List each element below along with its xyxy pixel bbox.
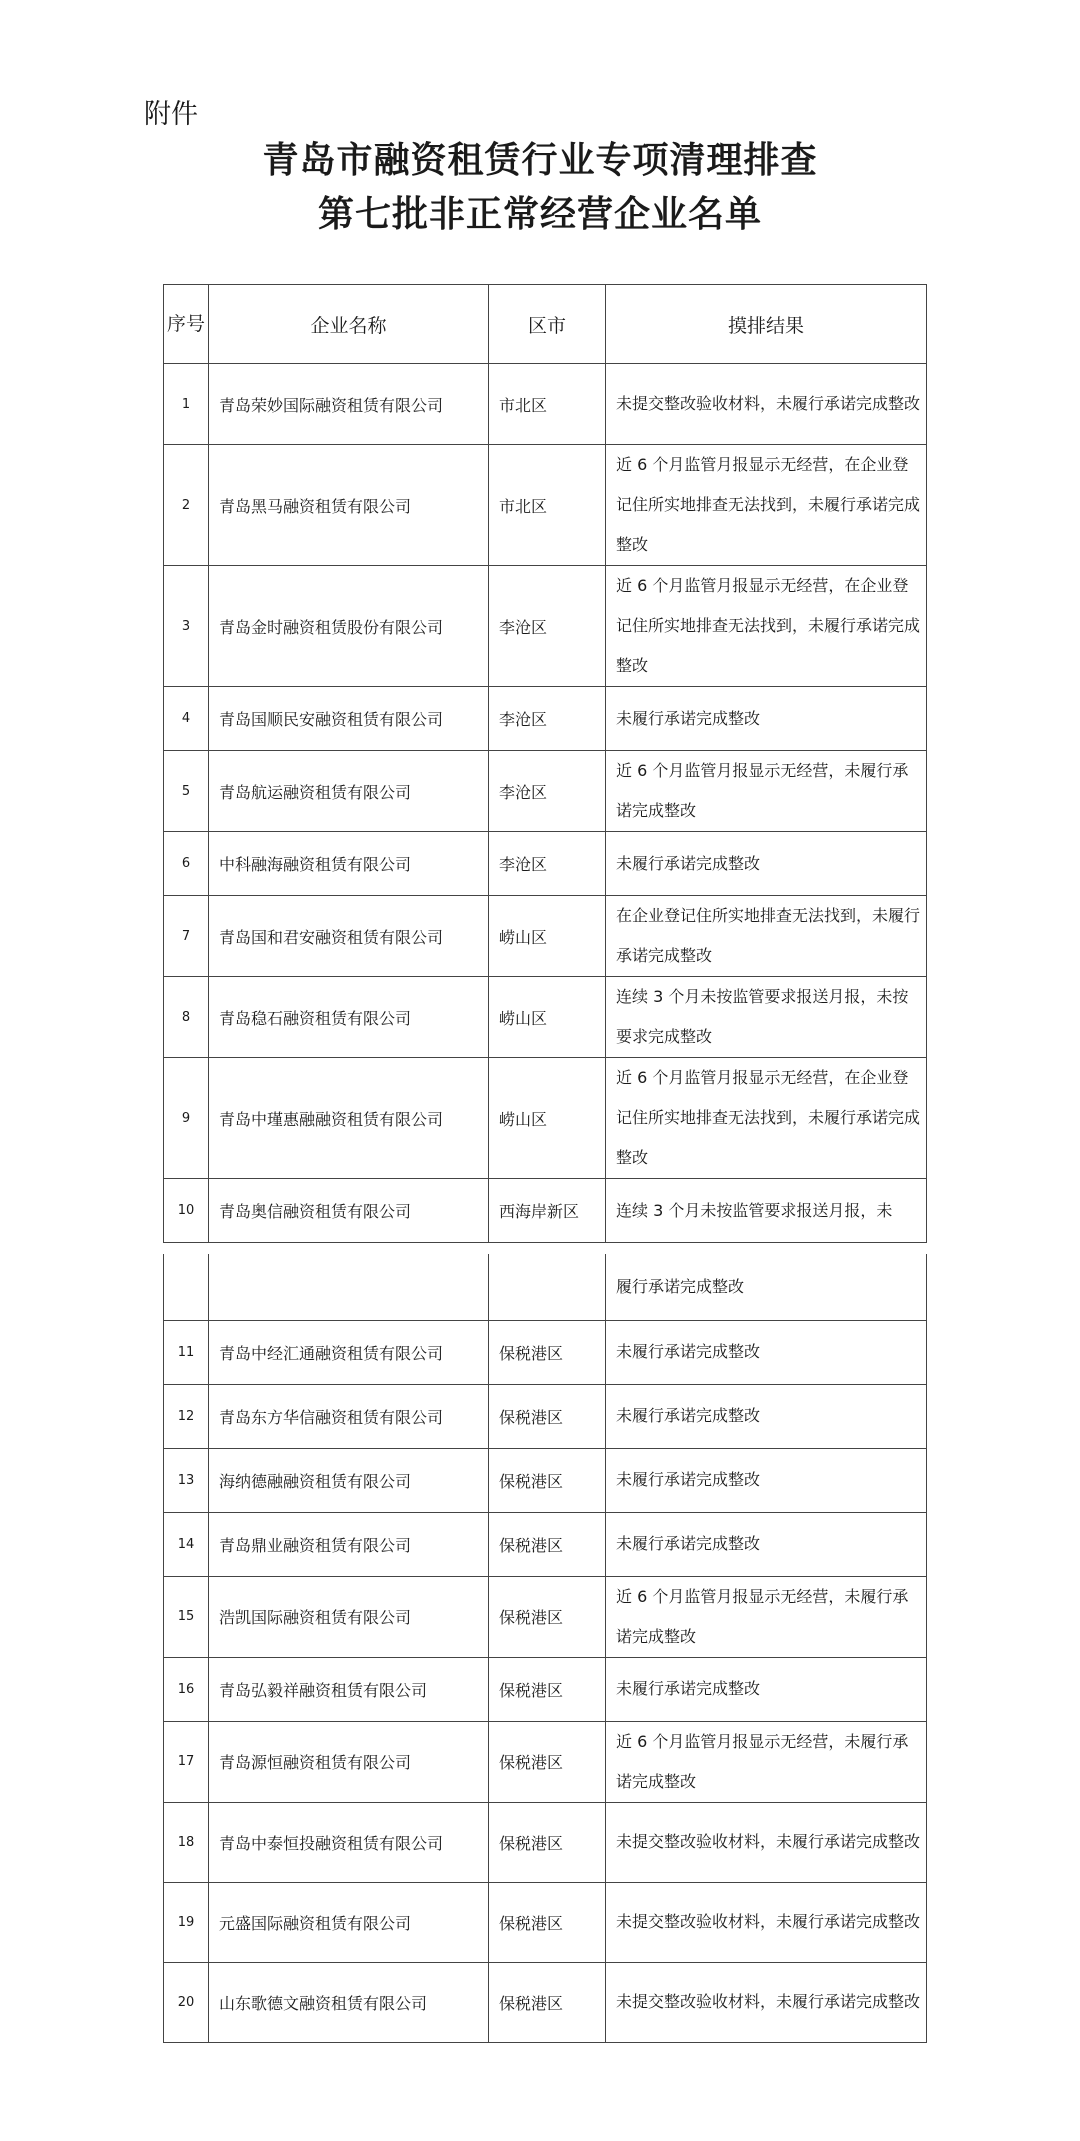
cell-index: 13 (164, 1448, 209, 1512)
cell-index: 9 (164, 1058, 209, 1179)
table-row (164, 977, 927, 1058)
cell-result: 近 6 个月监管月报显示无经营，未履行承诺完成整改 (606, 1576, 927, 1657)
table-row (164, 1512, 927, 1576)
table-row (164, 566, 927, 687)
cell-index: 17 (164, 1721, 209, 1802)
table-row (164, 687, 927, 751)
cell-name: 青岛鼎业融资租赁有限公司 (209, 1512, 489, 1576)
table-row (164, 1179, 927, 1243)
cell-name: 青岛金时融资租赁股份有限公司 (209, 566, 489, 687)
table-row (164, 1882, 927, 1962)
table-row (164, 1320, 927, 1384)
cell-area: 保税港区 (489, 1448, 606, 1512)
cell-index: 12 (164, 1384, 209, 1448)
cell-result-continuation: 履行承诺完成整改 (606, 1254, 927, 1320)
header-index: 序号 (164, 285, 209, 364)
cell-area: 市北区 (489, 364, 606, 445)
cell-area: 崂山区 (489, 896, 606, 977)
cell-result: 未履行承诺完成整改 (606, 1384, 927, 1448)
cell-index: 16 (164, 1657, 209, 1721)
cell-index: 8 (164, 977, 209, 1058)
cell-area: 西海岸新区 (489, 1179, 606, 1243)
cell-area: 李沧区 (489, 832, 606, 896)
cell-name: 青岛国顺民安融资租赁有限公司 (209, 687, 489, 751)
cell-index (164, 1254, 209, 1320)
cell-name: 青岛荣妙国际融资租赁有限公司 (209, 364, 489, 445)
table-row-continuation (164, 1254, 927, 1320)
header-area: 区市 (489, 285, 606, 364)
cell-result: 近 6 个月监管月报显示无经营，在企业登记住所实地排查无法找到，未履行承诺完成整改 (606, 566, 927, 687)
cell-area: 保税港区 (489, 1721, 606, 1802)
enterprise-table-page1 (163, 284, 927, 1243)
cell-area: 崂山区 (489, 1058, 606, 1179)
cell-name: 青岛奥信融资租赁有限公司 (209, 1179, 489, 1243)
cell-result: 未提交整改验收材料，未履行承诺完成整改 (606, 1962, 927, 2042)
page-title-line1: 青岛市融资租赁行业专项清理排查 (262, 140, 818, 181)
cell-area: 保税港区 (489, 1657, 606, 1721)
cell-result: 连续 3 个月未按监管要求报送月报，未按要求完成整改 (606, 977, 927, 1058)
table-row (164, 1448, 927, 1512)
cell-name: 青岛中泰恒投融资租赁有限公司 (209, 1802, 489, 1882)
cell-name: 青岛东方华信融资租赁有限公司 (209, 1384, 489, 1448)
table-header-row (164, 285, 927, 364)
cell-result: 未履行承诺完成整改 (606, 1657, 927, 1721)
cell-result: 未履行承诺完成整改 (606, 1448, 927, 1512)
cell-index: 19 (164, 1882, 209, 1962)
cell-result: 近 6 个月监管月报显示无经营，未履行承诺完成整改 (606, 1721, 927, 1802)
cell-result: 在企业登记住所实地排查无法找到，未履行承诺完成整改 (606, 896, 927, 977)
cell-area: 崂山区 (489, 977, 606, 1058)
cell-area: 李沧区 (489, 566, 606, 687)
header-result: 摸排结果 (606, 285, 927, 364)
cell-result: 近 6 个月监管月报显示无经营，未履行承诺完成整改 (606, 751, 927, 832)
cell-index: 20 (164, 1962, 209, 2042)
cell-name: 青岛航运融资租赁有限公司 (209, 751, 489, 832)
cell-area: 保税港区 (489, 1802, 606, 1882)
cell-area: 保税港区 (489, 1320, 606, 1384)
table-row (164, 445, 927, 566)
table-row (164, 1058, 927, 1179)
cell-area (489, 1254, 606, 1320)
cell-result: 未提交整改验收材料，未履行承诺完成整改 (606, 1802, 927, 1882)
cell-name: 青岛黑马融资租赁有限公司 (209, 445, 489, 566)
cell-area: 保税港区 (489, 1384, 606, 1448)
cell-index: 7 (164, 896, 209, 977)
cell-area: 保税港区 (489, 1512, 606, 1576)
table-row (164, 1721, 927, 1802)
cell-area: 保税港区 (489, 1962, 606, 2042)
cell-result: 未履行承诺完成整改 (606, 832, 927, 896)
cell-result: 近 6 个月监管月报显示无经营，在企业登记住所实地排查无法找到，未履行承诺完成整改 (606, 1058, 927, 1179)
cell-name: 青岛源恒融资租赁有限公司 (209, 1721, 489, 1802)
cell-result: 连续 3 个月未按监管要求报送月报，未 (606, 1179, 927, 1243)
cell-name: 浩凯国际融资租赁有限公司 (209, 1576, 489, 1657)
cell-area: 保税港区 (489, 1882, 606, 1962)
table-row (164, 364, 927, 445)
table-row (164, 751, 927, 832)
cell-name: 青岛中经汇通融资租赁有限公司 (209, 1320, 489, 1384)
cell-index: 3 (164, 566, 209, 687)
page-title-line2: 第七批非正常经营企业名单 (317, 194, 762, 235)
cell-result: 未履行承诺完成整改 (606, 1320, 927, 1384)
header-name: 企业名称 (209, 285, 489, 364)
table-row (164, 1962, 927, 2042)
cell-index: 5 (164, 751, 209, 832)
cell-area: 市北区 (489, 445, 606, 566)
table-row (164, 896, 927, 977)
cell-area: 李沧区 (489, 751, 606, 832)
cell-index: 4 (164, 687, 209, 751)
cell-result: 未履行承诺完成整改 (606, 687, 927, 751)
cell-name: 元盛国际融资租赁有限公司 (209, 1882, 489, 1962)
cell-index: 14 (164, 1512, 209, 1576)
cell-result: 近 6 个月监管月报显示无经营，在企业登记住所实地排查无法找到，未履行承诺完成整改 (606, 445, 927, 566)
cell-index: 1 (164, 364, 209, 445)
cell-name: 青岛稳石融资租赁有限公司 (209, 977, 489, 1058)
cell-result: 未提交整改验收材料，未履行承诺完成整改 (606, 364, 927, 445)
cell-name: 中科融海融资租赁有限公司 (209, 832, 489, 896)
table-row (164, 1576, 927, 1657)
table-row (164, 1802, 927, 1882)
cell-name: 青岛国和君安融资租赁有限公司 (209, 896, 489, 977)
cell-index: 10 (164, 1179, 209, 1243)
cell-area: 保税港区 (489, 1576, 606, 1657)
cell-name: 青岛中瑾惠融融资租赁有限公司 (209, 1058, 489, 1179)
cell-name: 青岛弘毅祥融资租赁有限公司 (209, 1657, 489, 1721)
cell-index: 11 (164, 1320, 209, 1384)
table-row (164, 1384, 927, 1448)
cell-index: 18 (164, 1802, 209, 1882)
enterprise-table-page2 (163, 1254, 927, 2043)
cell-name: 海纳德融融资租赁有限公司 (209, 1448, 489, 1512)
cell-index: 6 (164, 832, 209, 896)
cell-name (209, 1254, 489, 1320)
cell-index: 2 (164, 445, 209, 566)
attachment-label: 附件 (144, 99, 198, 130)
cell-area: 李沧区 (489, 687, 606, 751)
cell-index: 15 (164, 1576, 209, 1657)
table-row (164, 1657, 927, 1721)
table-row (164, 832, 927, 896)
cell-result: 未履行承诺完成整改 (606, 1512, 927, 1576)
cell-name: 山东歌德文融资租赁有限公司 (209, 1962, 489, 2042)
cell-result: 未提交整改验收材料，未履行承诺完成整改 (606, 1882, 927, 1962)
